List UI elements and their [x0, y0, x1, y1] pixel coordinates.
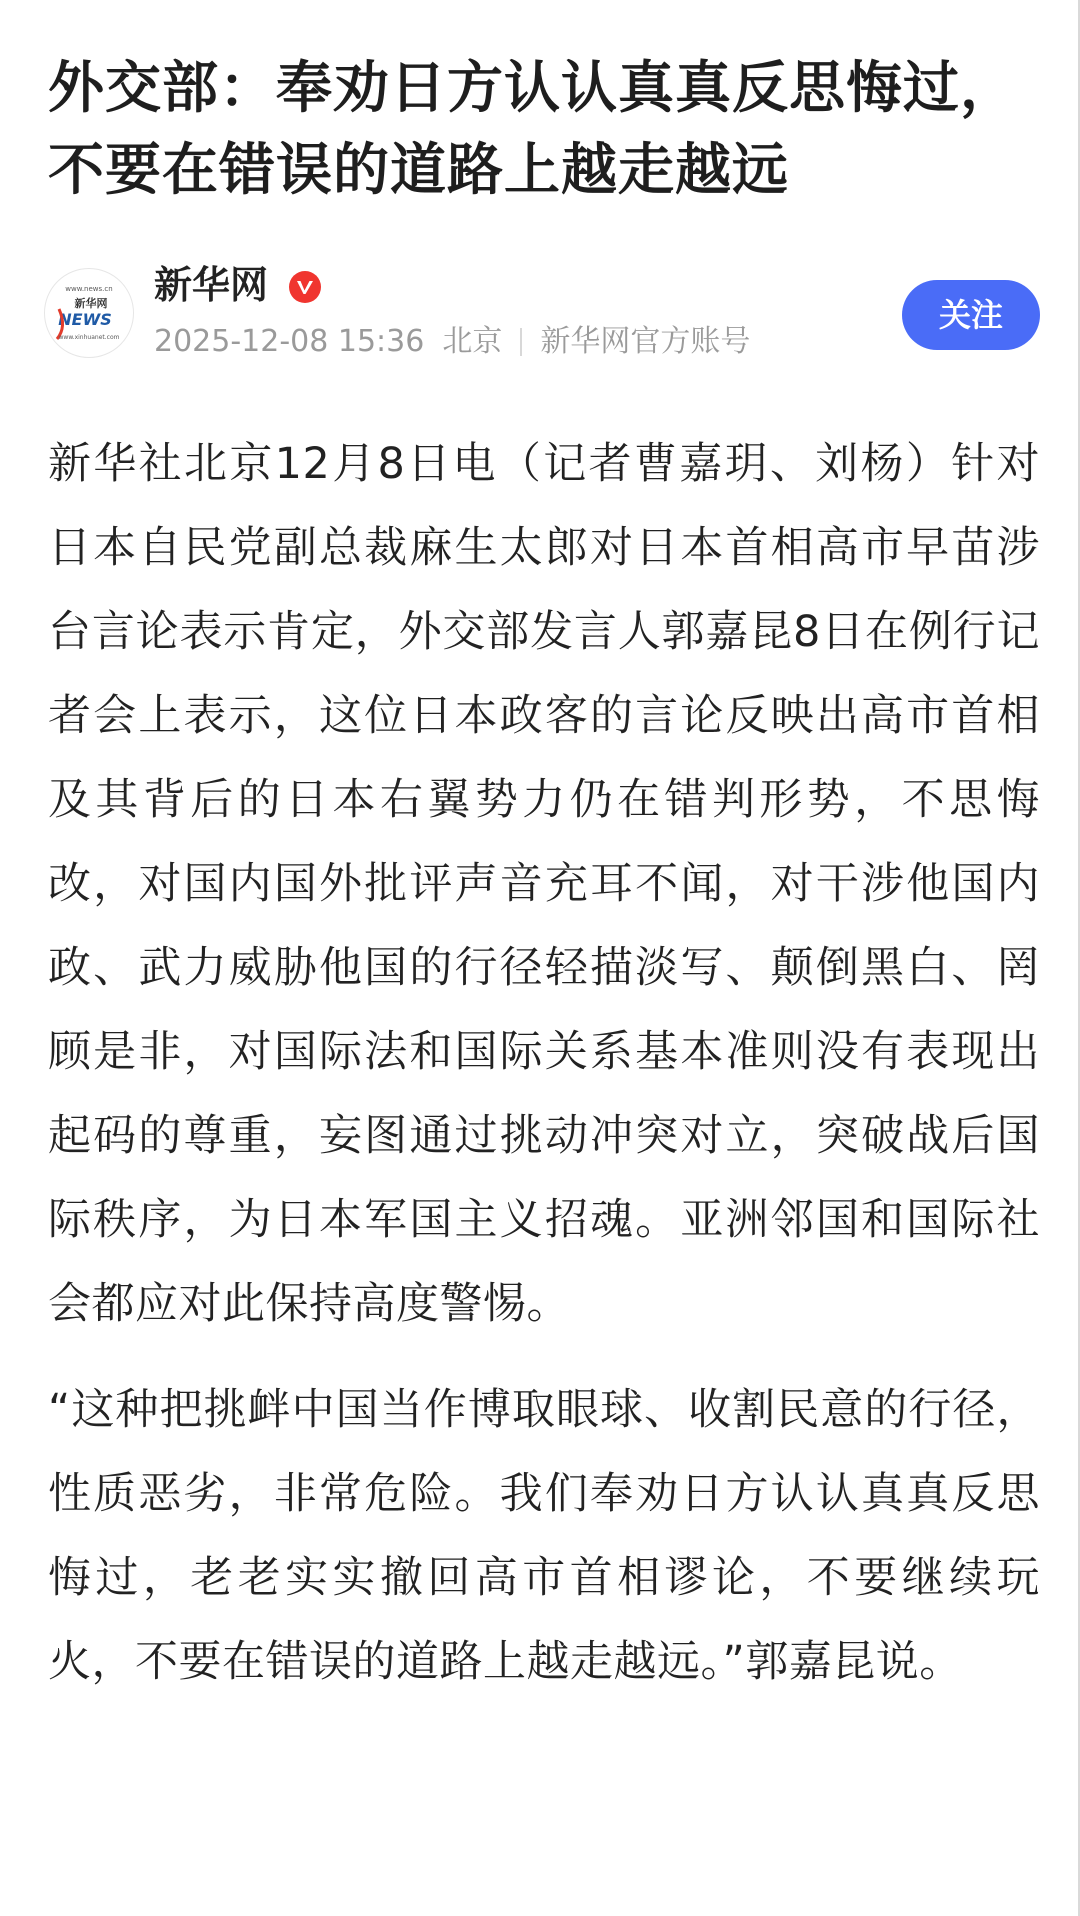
article-title: 外交部：奉劝日方认认真真反思悔过，不要在错误的道路上越走越远	[48, 56, 1017, 203]
avatar-logo-top: www.news.cn	[65, 285, 113, 293]
post-location: 北京	[442, 324, 503, 359]
article-paragraph: 新华社北京12月8日电（记者曹嘉玥、刘杨）针对日本自民党副总裁麻生太郎对日本首相高市早苗涉台言论表示肯定，外交部发言人郭嘉昆8日在例行记者会上表示，这位日本政客的言论反映出高市首相及其背后的日本右翼势力仍在错判形势，不思悔改，对国内国外批评声音充耳不闻，对干涉他国内政、武力威胁他国的行径轻描淡写、颠倒黑白、罔顾是非，对国际法和国际关系基本准则没有表现出起码的尊重，妄图通过挑动冲突对立，突破战后国际秩序，为日本军国主义招魂。亚洲邻国和国际社会都应对此保持高度警惕。	[48, 439, 1040, 1329]
article-paragraph: “这种把挑衅中国当作博取眼球、收割民意的行径，性质恶劣，非常危险。我们奉劝日方认认真真反思悔过，老老实实撤回高市首相谬论，不要继续玩火，不要在错误的道路上越走越远。”郭嘉昆说。	[48, 1385, 1040, 1687]
post-timestamp: 2025-12-08 15:36	[154, 324, 425, 359]
author-name[interactable]: 新华网	[154, 263, 269, 307]
avatar-logo-bottom: www.xinhuanet.com	[58, 334, 120, 341]
xinhua-logo-icon	[45, 269, 133, 357]
avatar[interactable]	[44, 268, 134, 358]
post-meta	[154, 322, 750, 362]
article-body	[48, 422, 1040, 1704]
verified-v-badge-icon	[288, 270, 322, 304]
avatar-logo-big: NEWS	[58, 310, 112, 329]
avatar-logo-mid: 新华网	[74, 297, 108, 310]
meta-divider	[520, 328, 522, 356]
author-bar	[44, 263, 1040, 366]
follow-button[interactable]: 关注	[902, 280, 1040, 350]
account-type: 新华网官方账号	[540, 324, 751, 359]
